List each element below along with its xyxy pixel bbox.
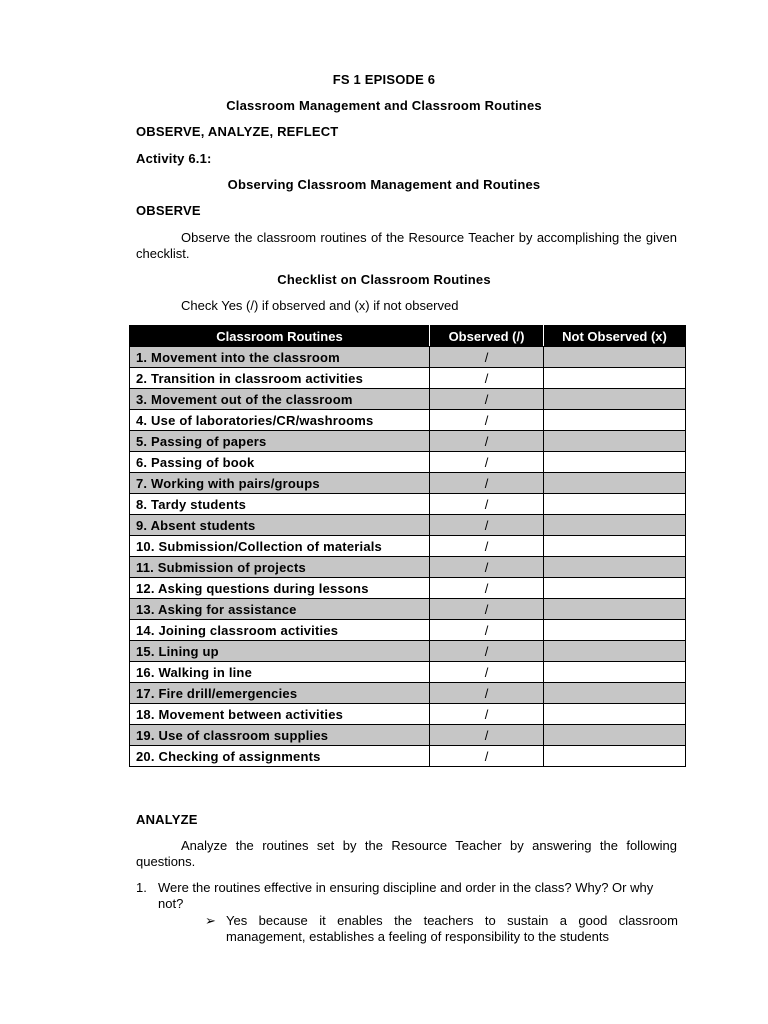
routine-cell: 8. Tardy students bbox=[130, 494, 430, 515]
observed-cell: / bbox=[430, 347, 544, 368]
observed-cell: / bbox=[430, 746, 544, 767]
observe-instruction bbox=[136, 230, 677, 262]
observed-cell: / bbox=[430, 452, 544, 473]
routine-cell: 2. Transition in classroom activities bbox=[130, 368, 430, 389]
check-instruction: Check Yes (/) if observed and (x) if not observed bbox=[181, 298, 459, 313]
activity-label: Activity 6.1: bbox=[136, 151, 212, 166]
routine-cell: 11. Submission of projects bbox=[130, 557, 430, 578]
table-row bbox=[130, 662, 686, 683]
routine-cell: 15. Lining up bbox=[130, 641, 430, 662]
answer-text: Yes because it enables the teachers to sustain a good classroom management, establishes a feeling of responsibility to the students bbox=[226, 913, 678, 944]
not-observed-cell bbox=[544, 494, 686, 515]
question-number: 1. bbox=[136, 880, 147, 895]
not-observed-cell bbox=[544, 683, 686, 704]
table-row bbox=[130, 452, 686, 473]
observed-cell: / bbox=[430, 410, 544, 431]
table-row bbox=[130, 368, 686, 389]
observe-instruction-text: Observe the classroom routines of the Resource Teacher by accomplishing the given checklist. bbox=[136, 230, 677, 261]
routine-cell: 6. Passing of book bbox=[130, 452, 430, 473]
table-row bbox=[130, 599, 686, 620]
not-observed-cell bbox=[544, 662, 686, 683]
table-row bbox=[130, 494, 686, 515]
header-classroom-routines: Classroom Routines bbox=[130, 326, 430, 347]
analyze-instruction bbox=[136, 838, 677, 870]
routine-cell: 1. Movement into the classroom bbox=[130, 347, 430, 368]
episode-title: FS 1 EPISODE 6 bbox=[332, 72, 436, 87]
not-observed-cell bbox=[544, 704, 686, 725]
not-observed-cell bbox=[544, 410, 686, 431]
table-header-row bbox=[130, 326, 686, 347]
observed-cell: / bbox=[430, 557, 544, 578]
header-not-observed: Not Observed (x) bbox=[544, 326, 686, 347]
routine-cell: 13. Asking for assistance bbox=[130, 599, 430, 620]
arrow-bullet-icon: ➢ bbox=[205, 913, 216, 928]
question-1 bbox=[136, 880, 678, 912]
observed-cell: / bbox=[430, 620, 544, 641]
table-row bbox=[130, 389, 686, 410]
not-observed-cell bbox=[544, 641, 686, 662]
observed-cell: / bbox=[430, 368, 544, 389]
observed-cell: / bbox=[430, 662, 544, 683]
routine-cell: 16. Walking in line bbox=[130, 662, 430, 683]
routine-cell: 7. Working with pairs/groups bbox=[130, 473, 430, 494]
not-observed-cell bbox=[544, 515, 686, 536]
table-row bbox=[130, 704, 686, 725]
observe-heading: OBSERVE bbox=[136, 203, 201, 218]
analyze-instruction-text: Analyze the routines set by the Resource Teacher by answering the following questions. bbox=[136, 838, 677, 869]
routine-cell: 17. Fire drill/emergencies bbox=[130, 683, 430, 704]
not-observed-cell bbox=[544, 452, 686, 473]
analyze-heading: ANALYZE bbox=[136, 812, 198, 827]
table-row bbox=[130, 473, 686, 494]
not-observed-cell bbox=[544, 431, 686, 452]
observed-cell: / bbox=[430, 578, 544, 599]
routine-cell: 18. Movement between activities bbox=[130, 704, 430, 725]
question-text: Were the routines effective in ensuring discipline and order in the class? Why? Or why not? bbox=[158, 880, 654, 911]
routine-cell: 10. Submission/Collection of materials bbox=[130, 536, 430, 557]
not-observed-cell bbox=[544, 620, 686, 641]
observed-cell: / bbox=[430, 599, 544, 620]
episode-subtitle: Classroom Management and Classroom Routines bbox=[226, 98, 542, 113]
not-observed-cell bbox=[544, 389, 686, 410]
routine-cell: 20. Checking of assignments bbox=[130, 746, 430, 767]
routine-cell: 9. Absent students bbox=[130, 515, 430, 536]
table-row bbox=[130, 620, 686, 641]
not-observed-cell bbox=[544, 347, 686, 368]
table-row bbox=[130, 431, 686, 452]
routines-checklist-table bbox=[129, 325, 686, 767]
not-observed-cell bbox=[544, 599, 686, 620]
header-observed: Observed (/) bbox=[430, 326, 544, 347]
routine-cell: 5. Passing of papers bbox=[130, 431, 430, 452]
checklist-title: Checklist on Classroom Routines bbox=[277, 272, 491, 287]
not-observed-cell bbox=[544, 746, 686, 767]
observed-cell: / bbox=[430, 389, 544, 410]
routine-cell: 19. Use of classroom supplies bbox=[130, 725, 430, 746]
observed-cell: / bbox=[430, 704, 544, 725]
routine-cell: 12. Asking questions during lessons bbox=[130, 578, 430, 599]
observed-cell: / bbox=[430, 431, 544, 452]
not-observed-cell bbox=[544, 536, 686, 557]
table-row bbox=[130, 578, 686, 599]
not-observed-cell bbox=[544, 368, 686, 389]
routine-cell: 14. Joining classroom activities bbox=[130, 620, 430, 641]
observed-cell: / bbox=[430, 536, 544, 557]
table-row bbox=[130, 515, 686, 536]
table-row bbox=[130, 683, 686, 704]
not-observed-cell bbox=[544, 473, 686, 494]
table-row bbox=[130, 410, 686, 431]
observed-cell: / bbox=[430, 683, 544, 704]
not-observed-cell bbox=[544, 725, 686, 746]
routine-cell: 4. Use of laboratories/CR/washrooms bbox=[130, 410, 430, 431]
table-row bbox=[130, 746, 686, 767]
table-row bbox=[130, 641, 686, 662]
routine-cell: 3. Movement out of the classroom bbox=[130, 389, 430, 410]
activity-title: Observing Classroom Management and Routines bbox=[227, 177, 541, 192]
observed-cell: / bbox=[430, 725, 544, 746]
table-row bbox=[130, 536, 686, 557]
observed-cell: / bbox=[430, 515, 544, 536]
observed-cell: / bbox=[430, 473, 544, 494]
table-row bbox=[130, 725, 686, 746]
section-heading-oar: OBSERVE, ANALYZE, REFLECT bbox=[136, 124, 339, 139]
table-row bbox=[130, 347, 686, 368]
table-row bbox=[130, 557, 686, 578]
observed-cell: / bbox=[430, 641, 544, 662]
not-observed-cell bbox=[544, 578, 686, 599]
observed-cell: / bbox=[430, 494, 544, 515]
table-body bbox=[130, 347, 686, 767]
not-observed-cell bbox=[544, 557, 686, 578]
